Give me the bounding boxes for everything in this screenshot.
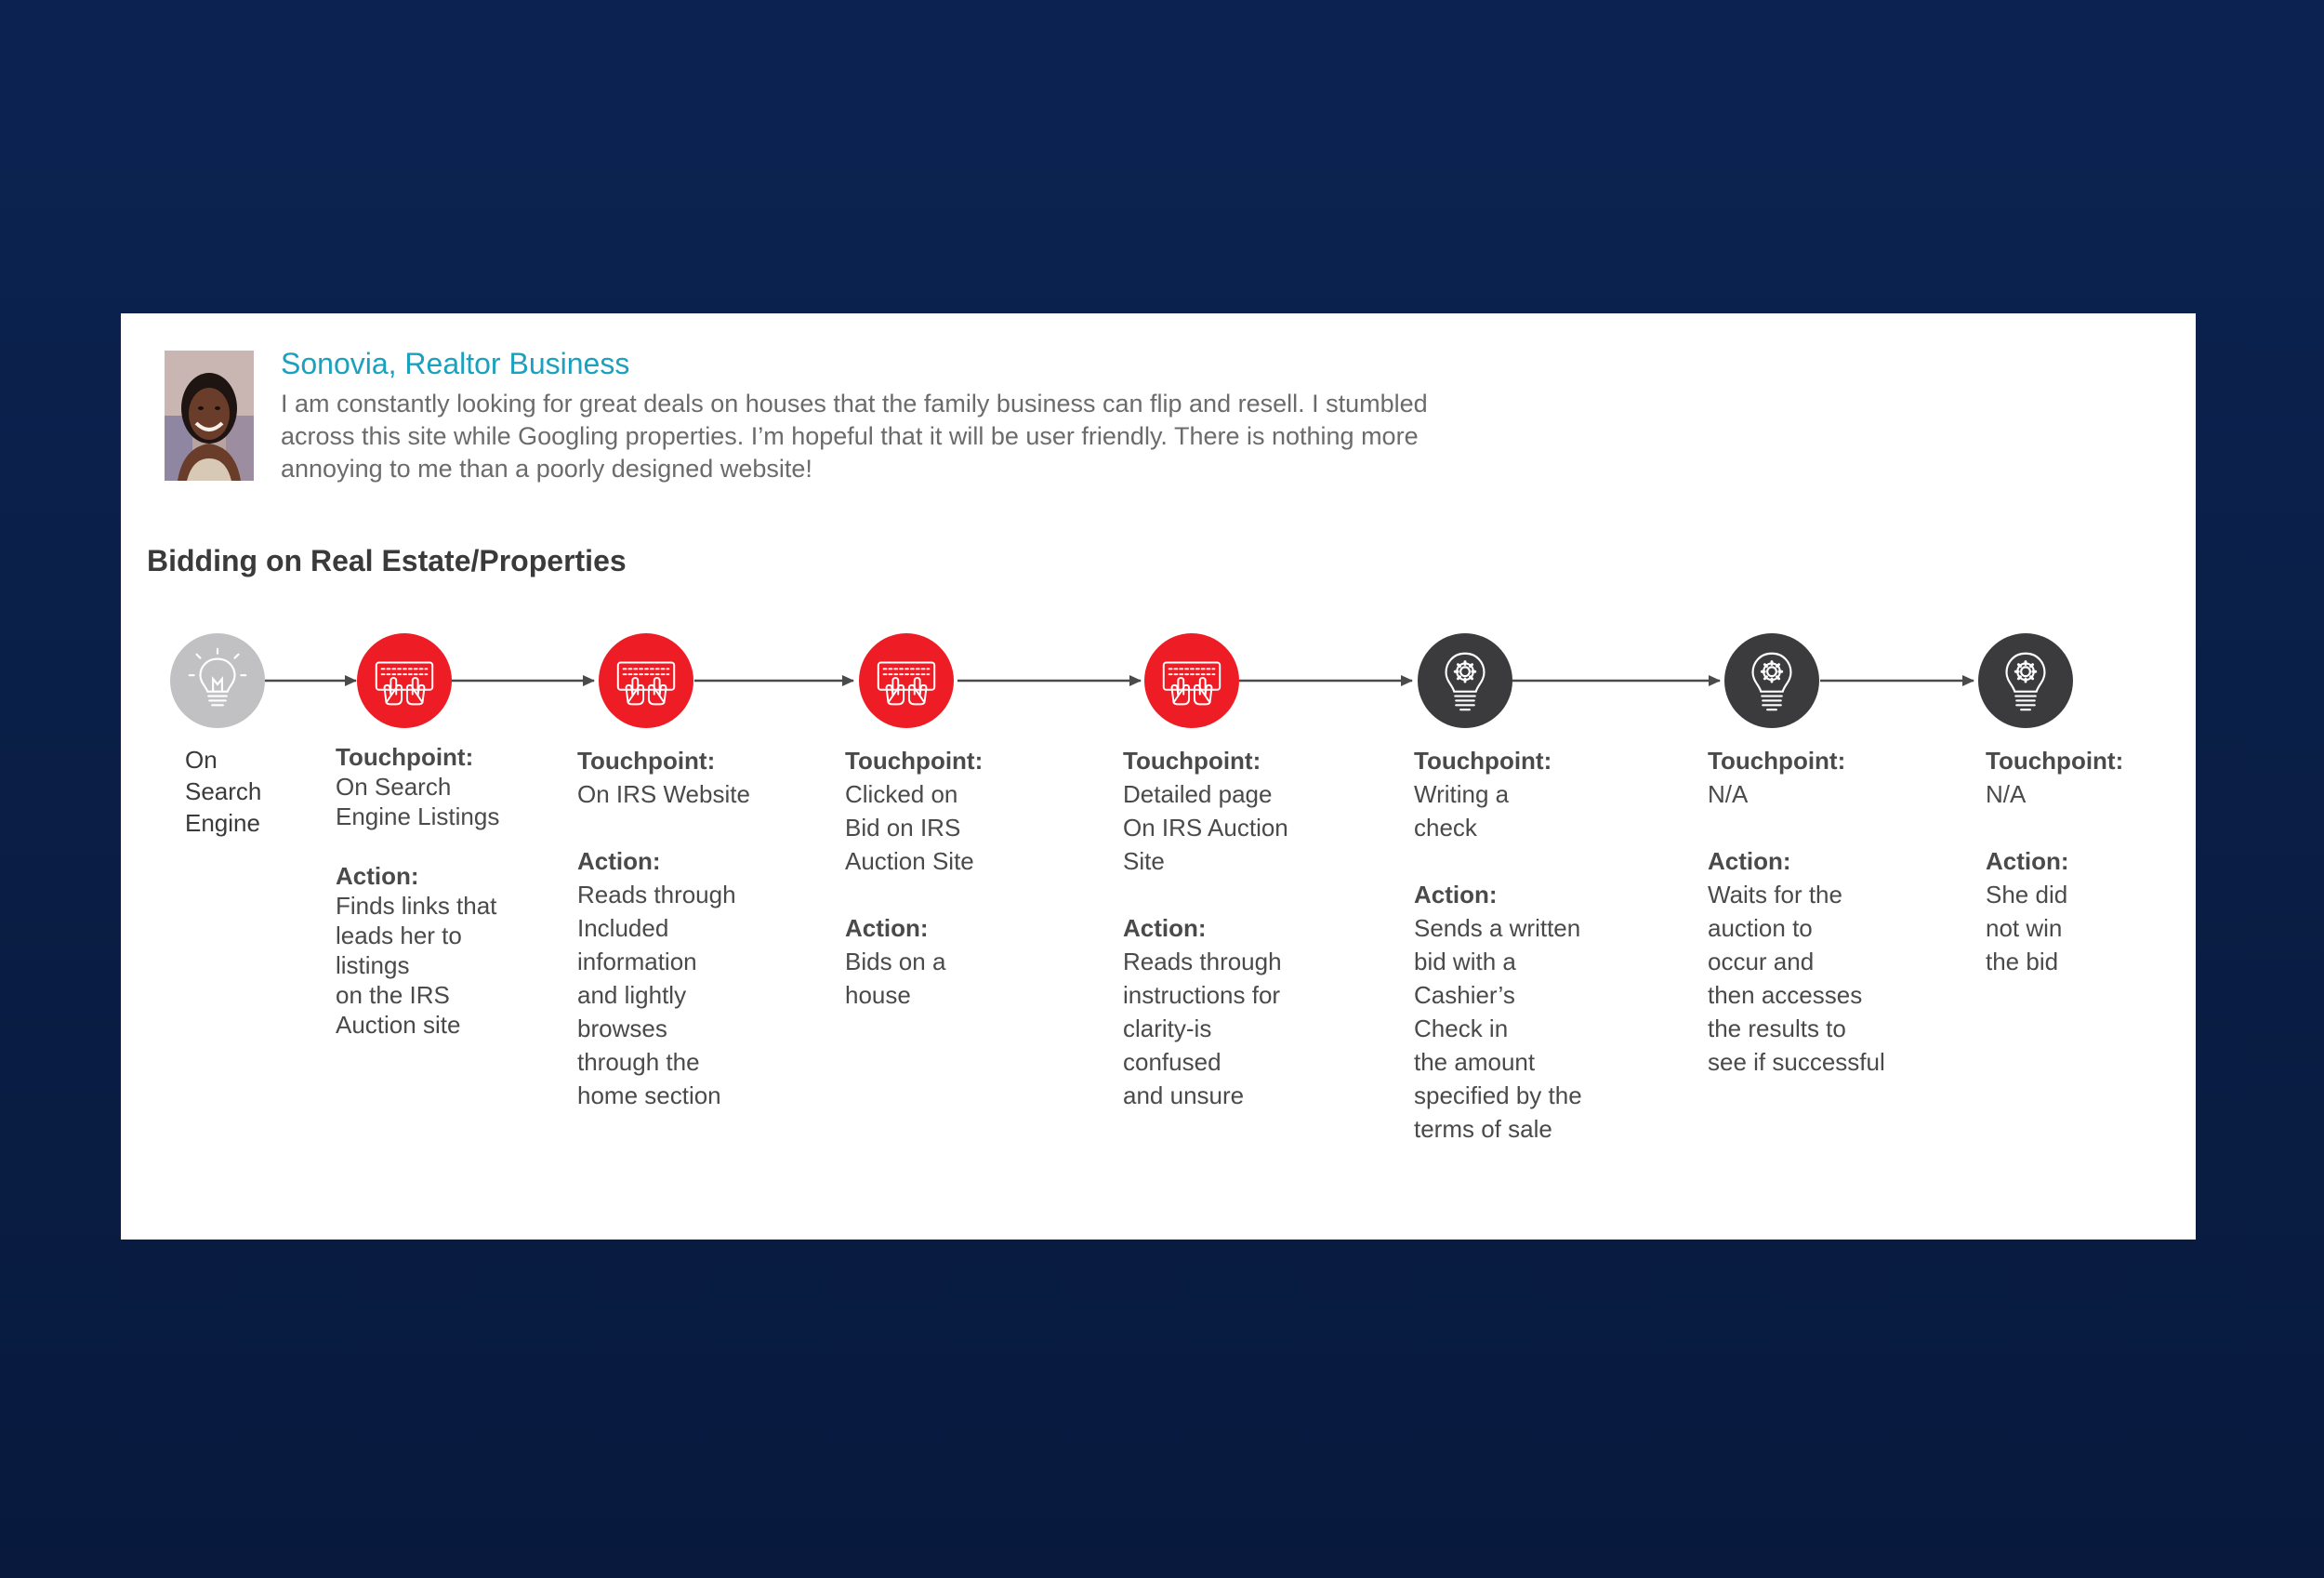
action-text: Bids on a house [845, 948, 946, 1009]
touchpoint-text: N/A [1708, 780, 1749, 808]
touchpoint-node-2 [599, 633, 693, 728]
step-1 [336, 742, 499, 1040]
lightbulb-gear-icon [1736, 644, 1808, 717]
touchpoint-label: Touchpoint: [845, 747, 984, 775]
step-6 [1708, 744, 1885, 1079]
step-3 [845, 744, 983, 1012]
lightbulb-icon [181, 644, 254, 717]
action-text: Reads through instructions for clarity-is confused and unsure [1123, 948, 1282, 1109]
action-text: Reads through Included information and lightly browses through the home section [577, 881, 736, 1109]
touchpoint-text: Writing a check [1414, 780, 1510, 842]
journey-card [121, 313, 2196, 1240]
persona-quote: I am constantly looking for great deals on houses that the family business can flip and resell. I stumbled across this site while Googling properties. I’m hopeful that it will be user friendly. There is nothing more annoying to me than a poorly designed website! [281, 390, 1428, 483]
action-label: Action: [1708, 847, 1791, 875]
step-7 [1986, 744, 2123, 978]
touchpoint-node-4 [1144, 633, 1239, 728]
touchpoint-label: Touchpoint: [577, 747, 716, 775]
touchpoint-text: Clicked on Bid on IRS Auction Site [845, 780, 974, 875]
action-label: Action: [1123, 914, 1207, 942]
start-label: On Search Engine [185, 746, 262, 837]
action-label: Action: [577, 847, 661, 875]
touchpoint-text: N/A [1986, 780, 2027, 808]
action-text: Sends a written bid with a Cashier’s Check in the amount specified by the terms of sale [1414, 914, 1582, 1143]
lightbulb-gear-icon [1989, 644, 2062, 717]
step-5 [1414, 744, 1582, 1146]
touchpoint-node-5 [1418, 633, 1512, 728]
typing-hands-icon [870, 644, 943, 717]
step-2 [577, 744, 750, 1112]
touchpoint-label: Touchpoint: [336, 743, 474, 771]
touchpoint-node-6 [1724, 633, 1819, 728]
action-text: She did not win the bid [1986, 881, 2068, 975]
touchpoint-text: On IRS Website [577, 780, 750, 808]
action-text: Finds links that leads her to listings on the IRS Auction site [336, 892, 497, 1039]
action-label: Action: [1414, 881, 1498, 908]
typing-hands-icon [1155, 644, 1228, 717]
persona-name: Sonovia, Realtor Business [281, 347, 630, 380]
touchpoint-node-3 [859, 633, 954, 728]
lightbulb-gear-icon [1429, 644, 1501, 717]
action-label: Action: [1986, 847, 2069, 875]
action-text: Waits for the auction to occur and then accesses the results to see if successful [1708, 881, 1885, 1076]
typing-hands-icon [368, 644, 441, 717]
journey-flow [121, 313, 2196, 1240]
touchpoint-label: Touchpoint: [1123, 747, 1261, 775]
touchpoint-node-1 [357, 633, 452, 728]
touchpoint-label: Touchpoint: [1986, 747, 2124, 775]
journey-title: Bidding on Real Estate/Properties [147, 544, 627, 577]
step-4 [1123, 744, 1288, 1112]
touchpoint-node-7 [1978, 633, 2073, 728]
touchpoint-label: Touchpoint: [1708, 747, 1846, 775]
touchpoint-text: Detailed page On IRS Auction Site [1123, 780, 1288, 875]
touchpoint-text: On Search Engine Listings [336, 773, 500, 830]
action-label: Action: [336, 862, 419, 890]
touchpoint-label: Touchpoint: [1414, 747, 1552, 775]
action-label: Action: [845, 914, 929, 942]
start-node [170, 633, 265, 728]
typing-hands-icon [610, 644, 682, 717]
